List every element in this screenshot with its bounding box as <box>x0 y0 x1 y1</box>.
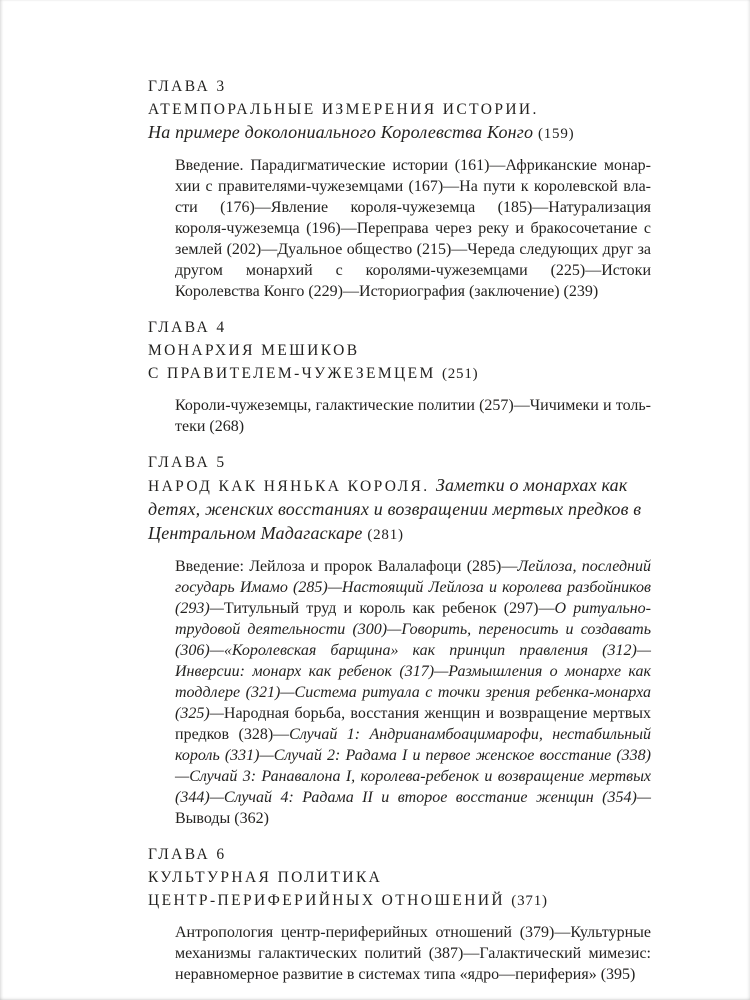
chapter-entries <box>175 395 651 437</box>
chapter-title-segment: (251) <box>441 366 479 382</box>
entry-segment: Выводы (362) <box>175 810 269 827</box>
chapter-label: ГЛАВА 5 <box>148 454 227 471</box>
chapter-title-segment: КУЛЬТУРНАЯ ПОЛИТИКА <box>148 869 383 886</box>
chapter-title-segment: (159) <box>537 126 575 142</box>
chapter-title-segment: (281) <box>367 527 404 543</box>
entry-segment: Случай 1: Андрианамбоацимарофи, нестабильный король (331)—Случай 2: Радама I и первое женское восстание (338)—Случай 3: Ранавалона I, королева-ребенок и возвращение мертвых (344)—Случай 4: Радама II и второе восстание женщин (354)— <box>175 726 651 806</box>
entry-segment: Введение. Парадигматические истории (161)—Африканские монархии с правителями-чужеземцами (167)—На пути к королевской власти (176)—Явление короля-чужеземца (185)—Натурализация короля-чужеземца (196)—Переправа через реку и бракосочетание с землей (202)—Дуальное общество (215)—Череда следующих друг за другом монархий с королями-чужеземцами (225)—Истоки Королевства Конго (229)—Историография (заключение) (239) <box>175 157 651 300</box>
chapter-title-segment: Заметки о монархах как детях, женских восстаниях и возвращении мертвых предков в Центральном Мадагаскаре <box>148 475 642 543</box>
entry-segment: Антропология центр-периферийных отношений (379)—Культурные механизмы галактических политий (387)—Галактический мимезис: неравномерное развитие в системах типа «ядро—периферия» (395) <box>175 924 651 983</box>
entry-segment: Короли-чужеземцы, галактические политии (257)—Чичимеки и тольтеки (268) <box>175 397 651 435</box>
entry-segment: Титульный труд и король как ребенок (297)— <box>223 600 555 617</box>
chapter-title-segment: МОНАРХИЯ МЕШИКОВ <box>148 342 360 359</box>
chapter-title <box>148 98 651 146</box>
chapter-title-segment: С ПРАВИТЕЛЕМ-ЧУЖЕЗЕМЦЕМ <box>148 365 442 382</box>
chapter-entries <box>175 155 651 302</box>
chapter-label: ГЛАВА 6 <box>148 846 227 863</box>
chapter-title-segment: АТЕМПОРАЛЬНЫЕ ИЗМЕРЕНИЯ ИСТОРИИ. <box>148 101 539 118</box>
chapter-title-segment: (371) <box>511 893 548 909</box>
chapter-title <box>148 474 651 547</box>
chapter-entries <box>175 922 651 985</box>
entry-segment: Введение: Лейлоза и пророк Валалафоци (285)— <box>175 558 518 575</box>
chapter-title-segment: НАРОД КАК НЯНЬКА КОРОЛЯ. <box>148 478 436 495</box>
chapter-title-segment: ЦЕНТР-ПЕРИФЕРИЙНЫХ ОТНОШЕНИЙ <box>148 892 512 909</box>
chapter-block <box>148 76 651 302</box>
chapter-label: ГЛАВА 3 <box>148 78 227 95</box>
entry-segment: Лейлоза, последний государь Имамо (285)—Настоящий Лейлоза и королева разбойников (293)— <box>175 558 651 617</box>
entry-segment: О ритуально-трудовой деятельности (300)—Говорить, переносить и создавать (306)—«Королевская барщина» как принцип правления (312)—Инверсии: монарх как ребенок (317)—Размышления о монархе как тоддлере (321)—Система ритуала с точки зрения ребенка-монарха (325)— <box>175 600 651 722</box>
chapter-title <box>148 866 651 913</box>
chapter-block <box>148 317 651 437</box>
chapter-label: ГЛАВА 4 <box>148 319 227 336</box>
chapter-entries <box>175 556 651 829</box>
chapter-title-segment: На примере доколониального Королевства Конго <box>148 122 538 142</box>
chapter-block <box>148 452 651 829</box>
chapter-block <box>148 844 651 985</box>
entry-segment: Народная борьба, восстания женщин и возвращение мертвых предков (328)— <box>175 705 651 743</box>
chapter-title <box>148 339 651 386</box>
